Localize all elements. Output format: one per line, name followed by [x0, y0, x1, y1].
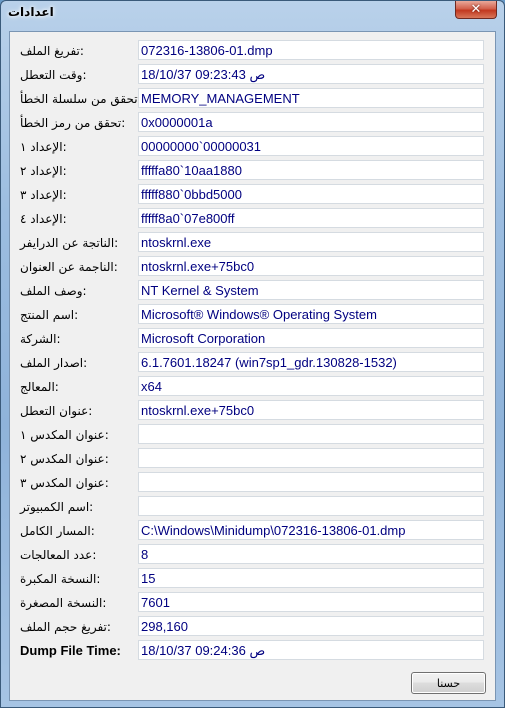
property-value-field[interactable]: Microsoft® Windows® Operating System	[138, 304, 484, 324]
property-value-field[interactable]: 7601	[138, 592, 484, 612]
property-value-field[interactable]	[138, 424, 484, 444]
property-label: المسار الكامل:	[20, 524, 95, 538]
property-row	[10, 375, 495, 399]
property-value-field[interactable]: ntoskrnl.exe+75bc0	[138, 400, 484, 420]
window-title: اعدادات	[8, 5, 54, 19]
property-value-field[interactable]: ntoskrnl.exe	[138, 232, 484, 252]
property-row	[10, 111, 495, 135]
property-row	[10, 423, 495, 447]
property-value-field[interactable]: 0x0000001a	[138, 112, 484, 132]
property-row	[10, 39, 495, 63]
property-label: عدد المعالجات:	[20, 548, 97, 562]
property-label: اسم المنتج:	[20, 308, 79, 322]
property-label: Dump File Time:	[20, 643, 121, 658]
property-row	[10, 471, 495, 495]
property-row	[10, 63, 495, 87]
property-value-field[interactable]: x64	[138, 376, 484, 396]
property-value-field[interactable]	[138, 472, 484, 492]
property-label: تحقق من رمز الخطأ:	[20, 116, 126, 130]
property-label: المعالج:	[20, 380, 59, 394]
property-label: اسم الكمبيوتر:	[20, 500, 94, 514]
property-value-field[interactable]: fffffa80`10aa1880	[138, 160, 484, 180]
property-label: الإعداد ٢:	[20, 164, 67, 178]
property-row	[10, 231, 495, 255]
property-label: عنوان المكدس ٢:	[20, 452, 109, 466]
property-value-field[interactable]: fffff880`0bbd5000	[138, 184, 484, 204]
property-row	[10, 207, 495, 231]
property-row	[10, 639, 495, 663]
property-row	[10, 183, 495, 207]
property-label: اصدار الملف:	[20, 356, 88, 370]
property-value-field[interactable]: 298,160	[138, 616, 484, 636]
properties-panel	[9, 31, 496, 701]
property-row	[10, 303, 495, 327]
title-bar[interactable]	[1, 1, 504, 25]
property-value-field[interactable]: 18/10/37 09:24:36 ص	[138, 640, 484, 660]
property-label: الإعداد ١:	[20, 140, 67, 154]
property-value-field[interactable]: 18/10/37 09:23:43 ص	[138, 64, 484, 84]
property-row	[10, 399, 495, 423]
property-value-field[interactable]: 15	[138, 568, 484, 588]
close-button[interactable]	[455, 1, 497, 19]
ok-button[interactable]: حسنا	[411, 672, 486, 694]
property-row	[10, 615, 495, 639]
property-value-field[interactable]: 8	[138, 544, 484, 564]
property-value-field[interactable]: fffff8a0`07e800ff	[138, 208, 484, 228]
property-label: عنوان التعطل:	[20, 404, 93, 418]
property-row	[10, 567, 495, 591]
property-row	[10, 543, 495, 567]
property-row	[10, 591, 495, 615]
property-label: تفريغ الملف:	[20, 44, 84, 58]
property-label: النسخة المكبرة:	[20, 572, 101, 586]
property-value-field[interactable]: NT Kernel & System	[138, 280, 484, 300]
property-label: الناتجة عن الدرايفر:	[20, 236, 119, 250]
property-value-field[interactable]: Microsoft Corporation	[138, 328, 484, 348]
property-label: الإعداد ٤:	[20, 212, 67, 226]
property-label: تفريغ حجم الملف:	[20, 620, 111, 634]
property-row	[10, 159, 495, 183]
property-row	[10, 519, 495, 543]
property-value-field[interactable]: ntoskrnl.exe+75bc0	[138, 256, 484, 276]
property-label: الشركة:	[20, 332, 61, 346]
property-label: النسخة المصغرة:	[20, 596, 107, 610]
property-row	[10, 87, 495, 111]
property-row	[10, 327, 495, 351]
property-row	[10, 255, 495, 279]
property-label: عنوان المكدس ١:	[20, 428, 109, 442]
property-value-field[interactable]: 6.1.7601.18247 (win7sp1_gdr.130828-1532)	[138, 352, 484, 372]
property-value-field[interactable]: C:\Windows\Minidump\072316-13806-01.dmp	[138, 520, 484, 540]
property-row	[10, 279, 495, 303]
property-label: عنوان المكدس ٣:	[20, 476, 109, 490]
property-row	[10, 135, 495, 159]
property-row	[10, 447, 495, 471]
property-label: الإعداد ٣:	[20, 188, 67, 202]
property-label: الناجمة عن العنوان:	[20, 260, 118, 274]
close-icon: ✕	[470, 2, 482, 17]
property-label: وقت التعطل:	[20, 68, 87, 82]
property-row	[10, 495, 495, 519]
property-value-field[interactable]	[138, 496, 484, 516]
property-value-field[interactable]: 072316-13806-01.dmp	[138, 40, 484, 60]
property-row	[10, 351, 495, 375]
property-label: تحقق من سلسلة الخطأ	[20, 92, 138, 106]
property-value-field[interactable]: MEMORY_MANAGEMENT	[138, 88, 484, 108]
property-value-field[interactable]: 00000000`00000031	[138, 136, 484, 156]
property-value-field[interactable]	[138, 448, 484, 468]
property-label: وصف الملف:	[20, 284, 87, 298]
